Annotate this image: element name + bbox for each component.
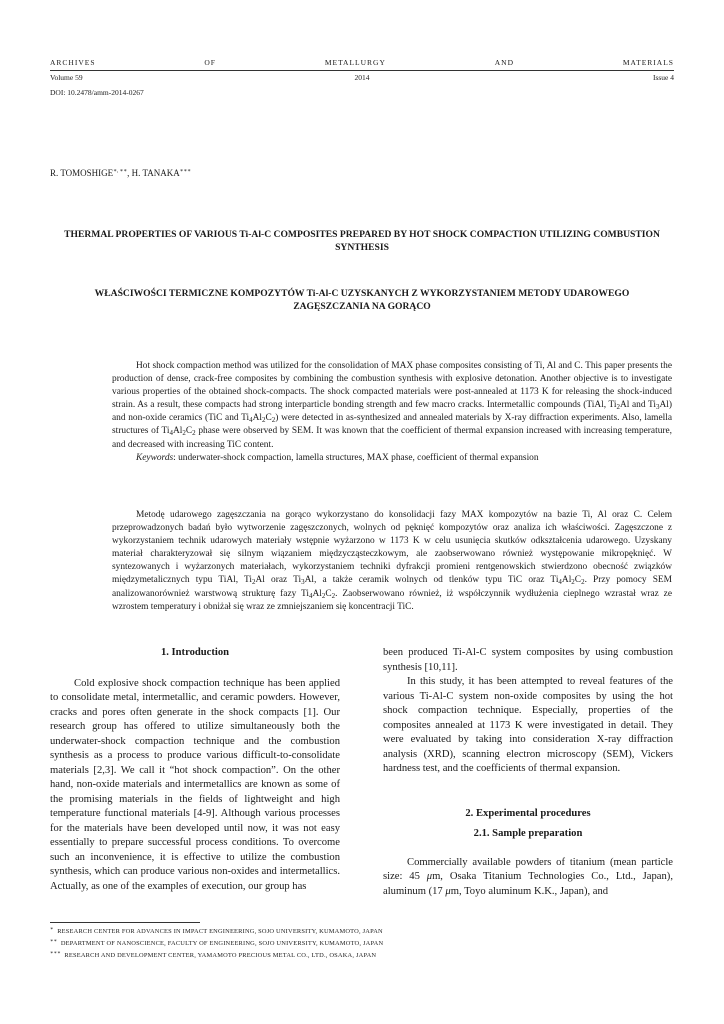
right-column	[383, 646, 673, 899]
paragraph: Commercially available powders of titanium (mean particle size: 45 μm, Osaka Titanium Technologies Co., Ltd., Japan), aluminum (17 μm, Toyo aluminum K.K., Japan), and	[383, 856, 673, 897]
journal-word: MATERIALS	[622, 58, 674, 67]
journal-word: METALLURGY	[324, 58, 386, 67]
abstract-polish: Metodę udarowego zagęszczania na gorąco wykorzystano do konsolidacji fazy MAX kompozytów na bazie Ti, Al oraz C. Celem przeprowadzonych badań było wytworzenie zagęszczonych, wolnych od pęknięć kompozytów oraz analiza ich właściwości. Zagęszczone z wykorzystaniem technik udarowych materiały wstępnie wyżarzono w 1173 K w celu usunięcia skutków odkształcenia udarowego. Uzyskany materiał charakteryzował się silnym wiązaniem międzycząsteczkowym, ale zaobserwowano również występowanie mikropęknięć. W syntezowanych i wyżarzonych materiałach, wykorzystaniem techniki dyfrakcji promieni rentgenowskich stwierdzono obecność związków międzymetalicznych typu TiAl, $Ti_2Al$ oraz $Ti_3Al$, a także ceramik wolnych od tlenków typu TiC oraz $Ti_4Al_2C_2$. Przy pomocy SEM analizowanorównież warstwową strukturę fazy $Ti_4Al_2C_2$. Zaobserwowano również, iż współczynnik wydłużenia cieplnego wzrastał wraz ze wzrostem temperatury i obniżał się wraz ze zmniejszaniem się koncentracji TiC.	[112, 510, 672, 612]
journal-word: AND	[494, 58, 514, 67]
doi-label: DOI: 10.2478/amm-2014-0267	[50, 88, 144, 97]
paragraph: been produced Ti-Al-C system composites by using combustion synthesis [10,11].	[383, 647, 673, 673]
keywords: Keywords: underwater-shock compaction, lamella structures, MAX phase, coefficient of thermal expansion	[136, 452, 539, 463]
subsection-heading-sample-preparation: 2.1. Sample preparation	[473, 828, 583, 839]
abstract-english: Hot shock compaction method was utilized for the consolidation of MAX phase composites consisting of Ti, Al and C. This paper presents the production of dense, crack-free composites by combining the combustion synthesis with explosive detonation. Another objective is to investigate various properties of the obtained shock-compacts. The shock compacted materials were post-annealed at 1173 K for releasing the shock-induced strain. As a result, these compacts had strong interparticle bonding strength and few macro cracks. Intermetallic compounds (TiAl, $Ti_2Al$ and $Ti_3Al$) and non-oxide ceramics (TiC and $Ti_4Al_2C_2$) were detected in as-synthesized and annealed materials by X-ray diffraction experiments. Also, lamella structures of $Ti_4Al_2C_2$ phase were observed by SEM. It was known that the coefficient of thermal expansion increased with increasing temperature, and decreased with increasing TiC content. Keywords: underwater-shock compaction, lamella structures, MAX phase, coefficient of thermal expansion	[112, 360, 672, 465]
footnote: ∗ RESEARCH CENTER FOR ADVANCES IN IMPACT ENGINEERING, SOJO UNIVERSITY, KUMAMOTO, JAPAN	[50, 927, 383, 936]
journal-word: OF	[204, 58, 216, 67]
footnote-rule	[50, 922, 200, 923]
footnote: ∗∗∗ RESEARCH AND DEVELOPMENT CENTER, YAMAMOTO PRECIOUS METAL CO., LTD., OSAKA, JAPAN	[50, 951, 377, 960]
title-english: THERMAL PROPERTIES OF VARIOUS Ti-Al-C COMPOSITES PREPARED BY HOT SHOCK COMPACTION UTILIZING COMBUSTION SYNTHESIS	[64, 229, 660, 253]
issue-label: Issue 4	[652, 73, 674, 82]
author-name: R. TOMOSHIGE	[50, 168, 114, 178]
section-heading-introduction: 1. Introduction	[160, 647, 230, 658]
year-label: 2014	[354, 73, 370, 82]
author-name: H. TANAKA	[131, 168, 180, 178]
paragraph: In this study, it has been attempted to reveal features of the various Ti-Al-C system non-oxide composites by using the hot shock compaction technique. Especially, properties of the composites annealed at 1173 K were investigated in detail. They were evaluated by taking into consideration X-ray diffraction analysis (XRD), scanning electron microscopy (SEM), Vickers hardness test, and the coefficients of thermal expansion.	[383, 676, 673, 774]
footnote: ∗∗ DEPARTMENT OF NANOSCIENCE, FACULTY OF ENGINEERING, SOJO UNIVERSITY, KUMAMOTO, JAPAN	[50, 939, 384, 948]
header-rule	[50, 70, 674, 71]
journal-name	[50, 58, 674, 67]
authors-line: R. TOMOSHIGE∗, ∗∗, H. TANAKA∗∗∗	[50, 168, 191, 178]
journal-word: ARCHIVES	[50, 58, 96, 67]
volume-label: Volume 59	[50, 73, 83, 82]
intro-paragraph: Cold explosive shock compaction technique has been applied to consolidate metal, intermetallic, and ceramic powders. However, cracks and pores often generate in the shock compacts [1]. Our research group has offered to utilize simultaneously both the underwater-shock compaction technique and the combustion synthesis as a process to produce various difficult-to-consolidate materials [2,3]. We call it “hot shock compaction”. On the other hand, non-oxide materials and intermetallics are known as some of the promising materials in the fields of lightweight and high temperature functional materials [4-9]. Although various processes for the materials have been developed until now, it was not easy essentially to prepare successful process conditions. To overcome such an inconvenience, it is effective to utilize the combustion synthesis, which can produce various non-oxides and intermetallics. Actually, as one of the examples of execution, our group has	[50, 677, 340, 892]
left-column	[50, 646, 340, 894]
section-heading-experimental: 2. Experimental procedures	[465, 807, 591, 819]
affiliation-mark: ∗, ∗∗	[113, 168, 128, 174]
title-polish: WŁAŚCIWOŚCI TERMICZNE KOMPOZYTÓW Ti-Al-C UZYSKANYCH Z WYKORZYSTANIEM METODY UDAROWEGO ZAGĘSZCZANIA NA GORĄCO	[94, 288, 630, 312]
affiliation-mark: ∗∗∗	[179, 168, 191, 174]
